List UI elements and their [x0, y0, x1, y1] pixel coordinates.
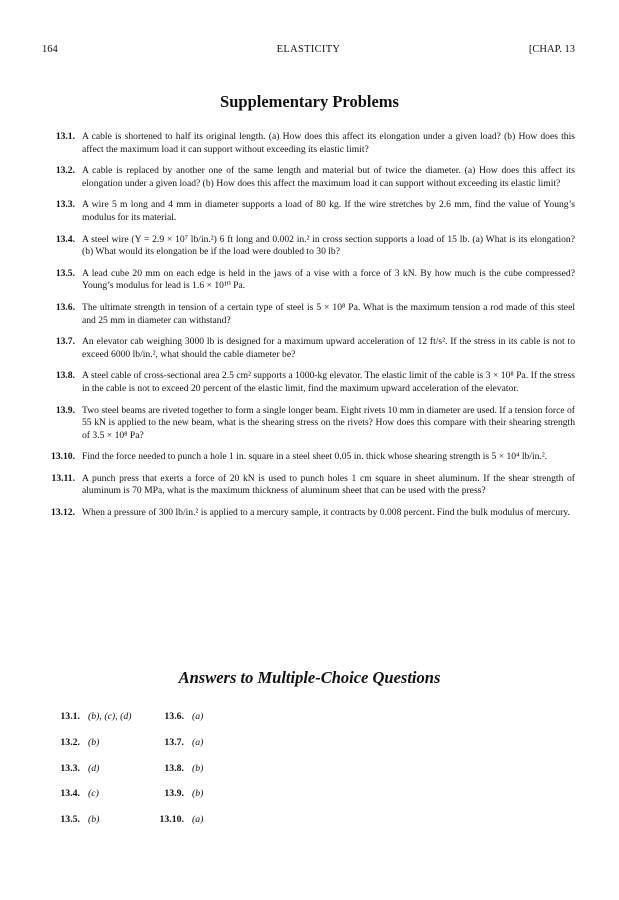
- problem-text: Two steel beams are riveted together to form a single longer beam. Eight rivets 10 mm in diameter are used. If a tension force of 55 kN is applied to the new beam, what is the shearing stress on the rivets? How does this compare with their shearing strength of 3.5 × 10⁸ Pa?: [82, 404, 575, 441]
- answer-row: [42, 737, 262, 763]
- problem-text: A steel wire (Y = 2.9 × 10⁷ lb/in.²) 6 ft long and 0.002 in.² in cross section supports a load of 15 lb. (a) What is its elongation? (b) What would its elongation be if the load were doubled to 30 lb?: [82, 233, 575, 258]
- answer-choice: (d): [88, 762, 100, 774]
- problem-item: [42, 405, 575, 443]
- problem-item: [42, 370, 575, 395]
- problem-item: [42, 199, 575, 224]
- problem-number: 13.2.: [55, 165, 75, 177]
- answer-row: [42, 711, 262, 737]
- answer-number: 13.3.: [60, 762, 80, 774]
- answer-number: 13.1.: [60, 711, 80, 722]
- problem-item: [42, 507, 575, 520]
- problem-text: When a pressure of 300 lb/in.² is applied to a mercury sample, it contracts by 0.008 percent. Find the bulk modulus of mercury.: [82, 507, 570, 519]
- problem-text: A wire 5 m long and 4 mm in diameter supports a load of 80 kg. If the wire stretches by 2.6 mm, find the value of Young’s modulus for its material.: [82, 199, 575, 223]
- problem-number: 13.12.: [51, 507, 75, 519]
- problem-text: The ultimate strength in tension of a certain type of steel is 5 × 10⁸ Pa. What is the maximum tension a rod made of this steel and 25 mm in diameter can withstand?: [82, 301, 575, 326]
- answers-title: Answers to Multiple-Choice Questions: [178, 668, 441, 687]
- problem-text: A steel cable of cross-sectional area 2.5 cm² supports a 1000-kg elevator. The elastic limit of the cable is 3 × 10⁸ Pa. If the stress in the cable is not to exceed 20 percent of the elastic limit, find the maximum upward acceleration of the elevator.: [82, 370, 575, 394]
- answer-number: 13.8.: [164, 762, 184, 774]
- answer-number: 13.9.: [164, 788, 184, 800]
- problem-item: [42, 131, 575, 156]
- answer-choice: (b): [88, 814, 100, 826]
- answer-number: 13.10.: [159, 814, 184, 826]
- answer-choice: (a): [192, 814, 204, 826]
- answer-choice: (c): [88, 788, 99, 800]
- page-number: 164: [42, 44, 58, 55]
- answer-number: 13.4.: [60, 788, 80, 800]
- problem-item: [42, 473, 575, 498]
- supplementary-problems-title: Supplementary Problems: [220, 92, 399, 111]
- problem-text: A cable is replaced by another one of the same length and material but of twice the diameter. (a) How does this affect its elongation under a given load? (b) How does this affect the maximum load it can support without exceeding its elastic limit?: [82, 165, 575, 189]
- problem-number: 13.1.: [55, 131, 75, 142]
- running-title: ELASTICITY: [276, 44, 341, 55]
- running-header: [42, 44, 575, 58]
- problem-number: 13.6.: [55, 301, 75, 313]
- problem-number: 13.8.: [55, 370, 75, 382]
- problem-item: [42, 302, 575, 327]
- answer-choice: (b): [88, 736, 100, 748]
- answer-number: 13.2.: [60, 736, 80, 748]
- problem-text: An elevator cab weighing 3000 lb is designed for a maximum upward acceleration of 12 ft/s². If the stress in its cable is not to exceed 6000 lb/in.², what should the cable diameter be?: [82, 336, 575, 360]
- problem-item: [42, 451, 575, 464]
- problem-item: [42, 165, 575, 190]
- problem-text: Find the force needed to punch a hole 1 in. square in a steel sheet 0.05 in. thick whose shearing strength is 5 × 10⁴ lb/in.².: [82, 451, 548, 463]
- answer-row: [42, 788, 262, 814]
- problem-number: 13.4.: [55, 233, 75, 245]
- problem-text: A lead cube 20 mm on each edge is held in the jaws of a vise with a force of 3 kN. By how much is the cube compressed? Young’s modulus for lead is 1.6 × 10¹⁰ Pa.: [82, 267, 575, 292]
- problem-list: [42, 131, 575, 520]
- problem-item: [42, 234, 575, 259]
- problem-number: 13.5.: [55, 267, 75, 279]
- answer-row: [42, 814, 262, 840]
- problem-text: A punch press that exerts a force of 20 kN is used to punch holes 1 cm square in sheet aluminum. If the shear strength of aluminum is 70 MPa, what is the maximum thickness of aluminum sheet that can be used with the press?: [82, 472, 575, 497]
- problem-number: 13.3.: [55, 199, 75, 211]
- chapter-label: [CHAP. 13: [528, 44, 575, 55]
- answer-choice: (b): [192, 788, 204, 800]
- answer-table: [42, 711, 262, 840]
- problem-item: [42, 268, 575, 293]
- answer-number: 13.6.: [164, 711, 184, 722]
- answer-choice: (b): [192, 762, 204, 774]
- problem-number: 13.10.: [51, 451, 75, 463]
- problem-number: 13.7.: [55, 336, 75, 348]
- answer-choice: (a): [192, 736, 204, 748]
- answer-choice: (a): [192, 711, 204, 722]
- answer-row: [42, 763, 262, 789]
- problem-text: A cable is shortened to half its original length. (a) How does this affect its elongation under a given load? (b) How does this affect the maximum load it can support without exceeding its elastic limit?: [82, 131, 575, 155]
- problem-number: 13.9.: [55, 404, 75, 416]
- problem-item: [42, 336, 575, 361]
- answer-number: 13.7.: [164, 736, 184, 748]
- answer-choice: (b), (c), (d): [88, 711, 132, 722]
- answer-number: 13.5.: [60, 814, 80, 826]
- problem-number: 13.11.: [51, 472, 75, 484]
